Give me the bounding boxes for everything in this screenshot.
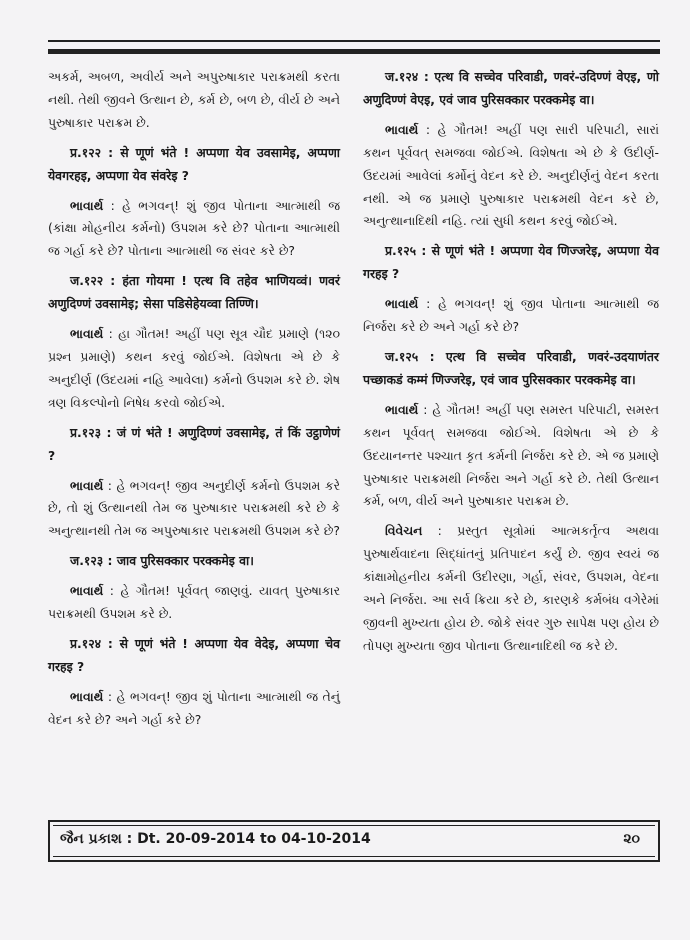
bhavarth-label: ભાવાર્થ	[70, 197, 104, 213]
source-text	[48, 270, 340, 316]
source-text	[48, 550, 340, 573]
source-span: प्र.१२५ : से णूणं भंते ! अप्पणा येव णिज्जरेइ, अप्पणा येव गरहइ ?	[363, 243, 659, 282]
vivechan-paragraph	[363, 520, 659, 657]
bhavarth-text: : હે ભગવન્! જીવ શું પોતાના આત્માથી જ તેનું વેદન કરે છે? અને ગર્હા કરે છે?	[48, 688, 340, 727]
bhavarth-label: ભાવાર્થ	[385, 121, 419, 137]
bhavarth-text: : હે ભગવન્! શું જીવ પોતાના આત્માથી જ નિર્જરા કરે છે અને ગર્હા કરે છે?	[363, 296, 659, 335]
bhavarth-text: : હે ભગવન્! જીવ અનુદીર્ણ કર્મનો ઉપશમ કરે છે, તો શું ઉત્થાનથી તેમ જ પુરુષાકાર પરાક્રમથી કરે છે કે અનુત્થાનથી તેમ જ અપુરુષાકાર પરાક્રમથી ઉપશમ કરે છે?	[48, 477, 340, 539]
source-span: ज.१२५ : एत्थ वि सच्चेव परिवाडी, णवरं-उदयाणंतर पच्छाकडं कम्मं णिज्जरेइ, एवं जाव पुरिसक्कार परक्कमेइ वा।	[363, 348, 659, 387]
bhavarth-label: ભાવાર્થ	[385, 296, 419, 312]
bhavarth-paragraph	[363, 399, 659, 514]
page-number: ૨૦	[623, 831, 640, 847]
source-span: प्र.१२४ : से णूणं भंते ! अप्पणा येव वेदेइ, अप्पणा चेव गरहइ ?	[48, 635, 340, 674]
source-span: प्र.१२३ : जं णं भंते ! अणुदिण्णं उवसामेइ, तं किं उट्ठाणेणं ?	[48, 424, 340, 463]
source-span: ज.१२४ : एत्थ वि सच्चेव परिवाडी, णवरं-उदिण्णं वेएइ, णो अणुदिण्णं वेएइ, एवं जाव पुरिसक्कार परक्कमेइ वा।	[363, 69, 659, 107]
bhavarth-text: : હે ગૌતમ! અહીં પણ સમસ્ત પરિપાટી, સમસ્ત કથન પૂર્વવત્ સમજવા જોઈએ. વિશેષતા એ છે કે ઉદયાનન્તર પશ્ચાત કૃત કર્મની નિર્જરા કરે છે. એ જ પ્રમાણે પુરુષાકાર પરાક્રમથી નિર્જરા અને ગર્હા કરે છે. તેથી ઉત્થાન કર્મ, બળ, વીર્ય અને પુરુષાકાર પરાક્રમ છે.	[363, 401, 659, 509]
bhavarth-text: : હે ભગવન્! શું જીવ પોતાના આત્માથી જ (કાંક્ષા મોહનીય કર્મનો) ઉપશમ કરે છે? પોતાના આત્માથી જ ગર્હા કરે છે? પોતાના આત્માથી જ સંવર કરે છે?	[48, 197, 340, 259]
bhavarth-label: ભાવાર્થ	[70, 688, 104, 704]
bhavarth-text: : હા ગૌતમ! અહીં પણ સૂત્ર ચૌદ પ્રમાણે (૧૨૦ પ્રશ્ન પ્રમાણે) કથન કરવું જોઈએ. વિશેષતા એ છે કે અનુદીર્ણ (ઉદયમાં નહિ આવેલા) કર્મનો ઉપશમ કરે છે. શેષ ત્રણ વિકલ્પોનો નિષેધ કરવો જોઈએ.	[48, 326, 340, 410]
vivechan-label: વિવેચન	[385, 523, 423, 539]
bhavarth-paragraph	[48, 580, 340, 626]
bhavarth-text: : હે ગૌતમ! પૂર્વવત્ જાણવું. યાવત્ પુરુષાકાર પરાક્રમથી ઉપશમ કરે છે.	[48, 583, 340, 622]
bhavarth-label: ભાવાર્થ	[70, 583, 104, 599]
top-rule	[48, 40, 660, 54]
paragraph	[48, 66, 340, 135]
bhavarth-paragraph	[363, 293, 659, 339]
bhavarth-label: ભાવાર્થ	[385, 401, 419, 417]
bhavarth-paragraph	[48, 686, 340, 732]
bhavarth-paragraph	[48, 323, 340, 415]
source-text	[48, 422, 340, 468]
source-text	[363, 66, 659, 112]
body-text: અકર્મ, અબળ, અવીર્ય અને અપુરુષાકાર પરાક્રમથી કરતા નથી. તેથી જીવને ઉત્થાન છે, કર્મ છે, બળ છે, વીર્ય છે અને પુરુષાકાર પરાક્રમ છે.	[48, 69, 340, 130]
source-span: प्र.१२२ : से णूणं भंते ! अप्पणा येव उवसामेइ, अप्पणा येवगरहइ, अप्पणा येव संवरेइ ?	[48, 144, 340, 183]
bhavarth-text: : હે ગૌતમ! અહીં પણ સારી પરિપાટી, સારાં કથન પૂર્વવત્ સમજવા જોઈએ. વિશેષતા એ છે કે ઉદીર્ણ-ઉદયમાં આવેલાં કર્મોનું વેદન કરે છે. અનુદીર્ણનું વેદન કરતા નથી. એ જ પ્રમાણે પુરુષાકાર પરાક્રમથી વેદન કરે છે, અનુત્થાનાદિથી નહિ. ત્યાં સુધી કથન કરવું જોઈએ.	[363, 121, 659, 229]
source-text	[363, 240, 659, 286]
bhavarth-paragraph	[48, 475, 340, 544]
vivechan-text: : પ્રસ્તુત સૂત્રોમાં આત્મકર્તૃત્વ અથવા પુરુષાર્થવાદના સિદ્ધાંતનું પ્રતિપાદન કર્યું છે. જીવ સ્વયં જ કાંક્ષામોહનીય કર્મની ઉદીરણા, ગર્હા, સંવર, ઉપશમ, વેદના અને નિર્જરા. આ સર્વ ક્રિયા કરે છે, કારણકે કર્મબંધ વગેરેમાં જીવની મુખ્યતા હોય છે. જોકે સંવર ગુરુ સાપેક્ષ પણ હોય છે તોપણ મુખ્યતા જીવ પોતાના ઉત્થાનાદિથી જ કરે છે.	[363, 523, 659, 653]
source-span: ज.१२२ : हंता गोयमा ! एत्थ वि तहेव भाणियव्वं। णवरं अणुदिण्णं उवसामेइ; सेसा पडिसेहेयव्वा तिण्णि।	[48, 273, 340, 312]
left-column	[48, 66, 340, 732]
footer-bar	[48, 820, 660, 862]
source-span: ज.१२३ : जाव पुरिसक्कार परक्कमेइ वा।	[70, 553, 254, 569]
bhavarth-label: ભાવાર્થ	[70, 326, 104, 342]
source-text	[48, 633, 340, 679]
bhavarth-label: ભાવાર્થ	[70, 477, 104, 493]
right-column	[363, 66, 659, 658]
bhavarth-paragraph	[48, 195, 340, 264]
bhavarth-paragraph	[363, 119, 659, 234]
footer-publication: જૈન પ્રકાશ : Dt. 20-09-2014 to 04-10-2014	[60, 831, 371, 847]
source-text	[48, 142, 340, 188]
source-text	[363, 346, 659, 392]
